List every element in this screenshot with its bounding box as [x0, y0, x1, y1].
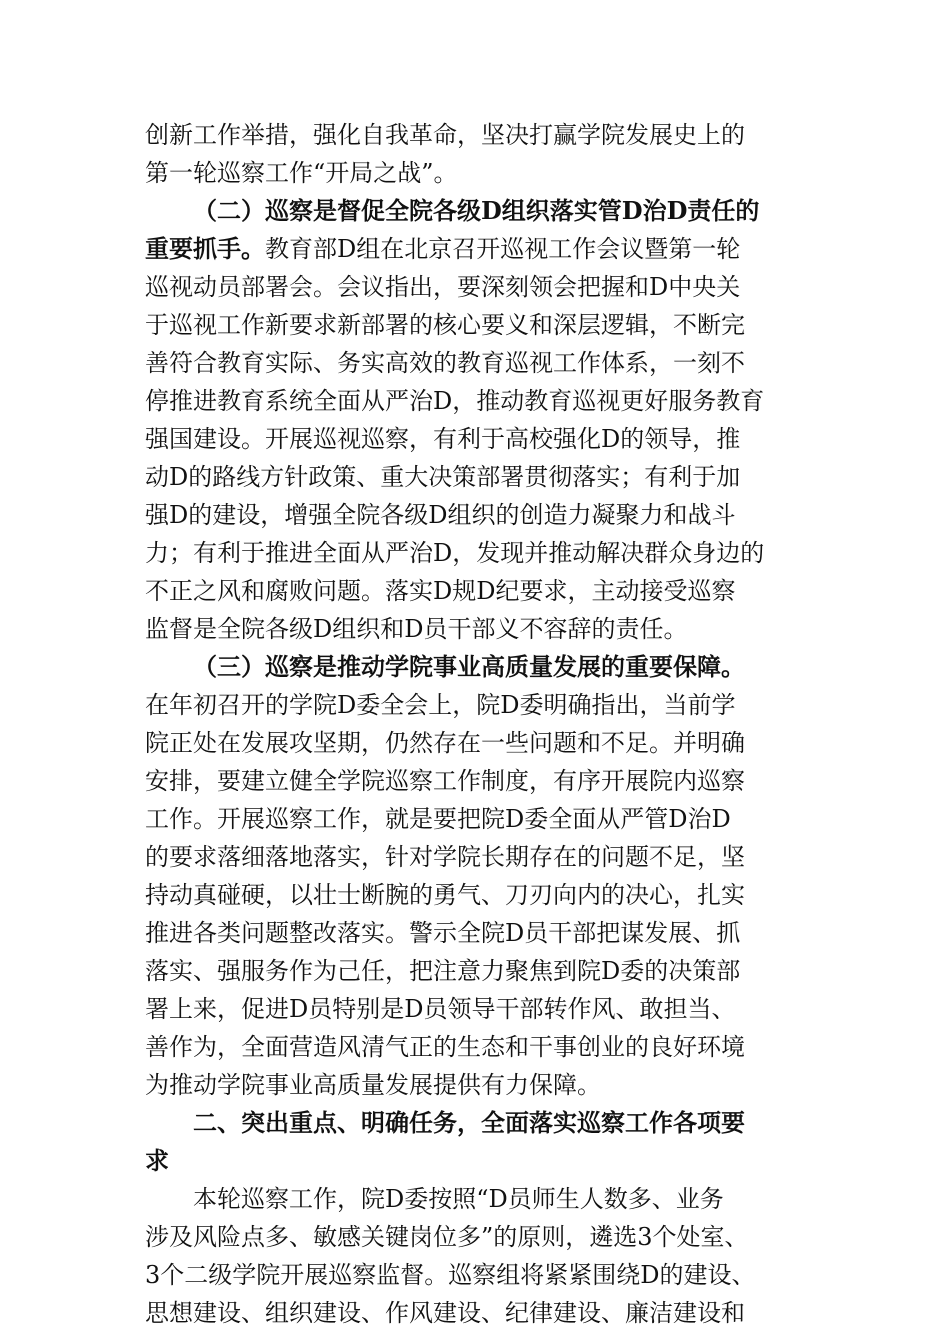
- line-text: 巡视动员部署会。会议指出，要深刻领会把握和D中央关: [145, 273, 741, 301]
- line-text: 3个二级学院开展巡察监督。巡察组将紧紧围绕D的建设、: [145, 1261, 756, 1289]
- text-line: [145, 724, 815, 762]
- text-line: [145, 648, 815, 686]
- line-text: 的要求落细落地落实，针对学院长期存在的问题不足，坚: [145, 843, 745, 871]
- section-heading-line: [145, 1104, 815, 1142]
- text-line: [145, 1066, 815, 1104]
- line-text: 在年初召开的学院D委全会上，院D委明确指出，当前学: [145, 691, 736, 719]
- text-line: [145, 990, 815, 1028]
- line-text: 强D的建设，增强全院各级D组织的创造力凝聚力和战斗: [145, 501, 736, 529]
- bold-lead: 重要抓手。: [145, 234, 265, 263]
- text-line: [145, 458, 815, 496]
- line-text: 停推进教育系统全面从严治D，推动教育巡视更好服务教育: [145, 387, 765, 415]
- line-text: 动D的路线方针政策、重大决策部署贯彻落实；有利于加: [145, 463, 741, 491]
- text-line: [145, 534, 815, 572]
- text-line: [145, 344, 815, 382]
- line-text: 院正处在发展攻坚期，仍然存在一些问题和不足。并明确: [145, 729, 745, 757]
- line-text: 工作。开展巡察工作，就是要把院D委全面从严管D治D: [145, 805, 731, 833]
- text-line: [145, 382, 815, 420]
- bold-lead: （二）巡察是督促全院各级D组织落实管D治D责任的: [193, 196, 760, 225]
- line-text: 力；有利于推进全面从严治D，发现并推动解决群众身边的: [145, 539, 765, 567]
- line-text: 创新工作举措，强化自我革命，坚决打赢学院发展史上的: [145, 121, 745, 149]
- text-line: [145, 686, 815, 724]
- text-line: [145, 116, 815, 154]
- line-text: 善符合教育实际、务实高效的教育巡视工作体系，一刻不: [145, 349, 745, 377]
- text-line: [145, 572, 815, 610]
- line-text: 善作为，全面营造风清气正的生态和干事创业的良好环境: [145, 1033, 745, 1061]
- section-heading-line: [145, 1142, 815, 1180]
- line-text: 推进各类问题整改落实。警示全院D员干部把谋发展、抓: [145, 919, 741, 947]
- text-line: [145, 1294, 815, 1332]
- text-line: [145, 154, 815, 192]
- line-text: 安排，要建立健全学院巡察工作制度，有序开展院内巡察: [145, 767, 745, 795]
- text-line: [145, 914, 815, 952]
- line-text: 第一轮巡察工作“开局之战”。: [145, 159, 458, 187]
- text-line: [145, 420, 815, 458]
- line-text: 落实、强服务作为己任，把注意力聚焦到院D委的决策部: [145, 957, 741, 985]
- line-text: 求: [145, 1147, 169, 1175]
- line-text: 二、突出重点、明确任务，全面落实巡察工作各项要: [193, 1109, 745, 1137]
- line-text: 涉及风险点多、敏感关键岗位多”的原则，遴选3个处室、: [145, 1223, 749, 1251]
- bold-lead: （三）巡察是推动学院事业高质量发展的重要保障。: [193, 652, 745, 681]
- line-text: 署上来，促进D员特别是D员领导干部转作风、敢担当、: [145, 995, 736, 1023]
- text-line: [145, 952, 815, 990]
- text-line: [145, 268, 815, 306]
- text-line: [145, 192, 815, 230]
- line-text: 为推动学院事业高质量发展提供有力保障。: [145, 1071, 601, 1099]
- text-line: [145, 1028, 815, 1066]
- text-line: [145, 1256, 815, 1294]
- text-line: [145, 1180, 815, 1218]
- line-text: 不正之风和腐败问题。落实D规D纪要求，主动接受巡察: [145, 577, 736, 605]
- line-text: 于巡视工作新要求新部署的核心要义和深层逻辑，不断完: [145, 311, 745, 339]
- line-text: 教育部D组在北京召开巡视工作会议暨第一轮: [265, 235, 741, 263]
- line-text: 监督是全院各级D组织和D员干部义不容辞的责任。: [145, 615, 688, 643]
- text-line: [145, 838, 815, 876]
- text-line: [145, 876, 815, 914]
- line-text: 本轮巡察工作，院D委按照“D员师生人数多、业务: [193, 1185, 724, 1213]
- line-text: 持动真碰硬，以壮士断腕的勇气、刀刃向内的决心，扎实: [145, 881, 745, 909]
- line-text: 强国建设。开展巡视巡察，有利于高校强化D的领导，推: [145, 425, 741, 453]
- text-line: [145, 610, 815, 648]
- text-line: [145, 762, 815, 800]
- text-line: [145, 306, 815, 344]
- line-text: 思想建设、组织建设、作风建设、纪律建设、廉洁建设和: [145, 1299, 745, 1327]
- text-line: [145, 230, 815, 268]
- text-line: [145, 496, 815, 534]
- document-body: [145, 116, 815, 1332]
- text-line: [145, 1218, 815, 1256]
- text-line: [145, 800, 815, 838]
